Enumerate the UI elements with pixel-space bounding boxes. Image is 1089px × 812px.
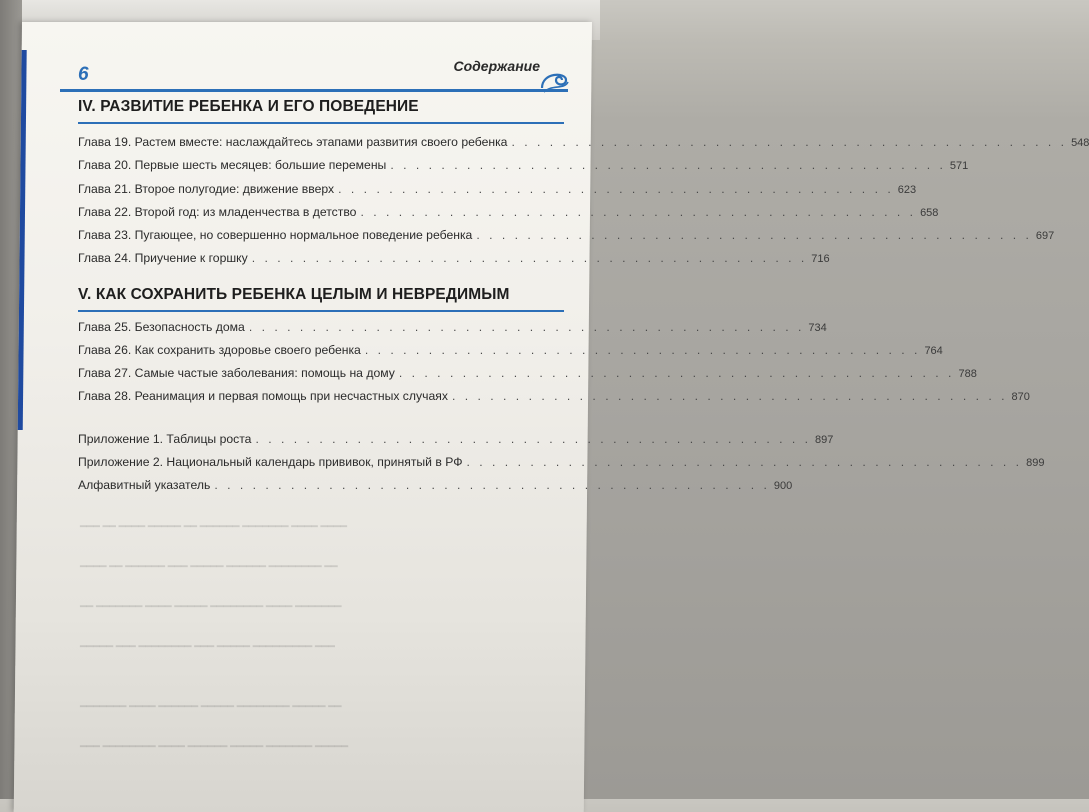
toc-entry-label: Приложение 1. Таблицы роста xyxy=(78,432,252,446)
toc-entry-label: Глава 21. Второе полугодие: движение вверх xyxy=(78,182,335,196)
toc-entry-label: Глава 25. Безопасность дома xyxy=(78,320,245,334)
toc-entry-label: Алфавитный указатель xyxy=(78,478,211,492)
dot-leader: . . . . . . . . . . . . . . . . . . . . . . . . . . . . . . . . . . . . . . . . . . . . xyxy=(466,455,1023,469)
toc-entry[interactable] xyxy=(78,228,1055,250)
dot-leader: . . . . . . . . . . . . . . . . . . . . . . . . . . . . . . . . . . . . . . . . . . . . xyxy=(255,432,812,446)
toc-entry-page: 658 xyxy=(920,207,939,219)
bleed-through: ━━━━━━━ ━━━━ ━━━━━━ ━━━━━ ━━━━━━━━ ━━━━━ ━━ xyxy=(80,701,342,713)
toc-entry-label: Глава 20. Первые шесть месяцев: большие перемены xyxy=(78,158,387,172)
bleed-through: ━━━ ━━ ━━━━ ━━━━━ ━━ ━━━━━━ ━━━━━━━ ━━━━ ━━━━ xyxy=(80,521,348,533)
toc-entry-page: 734 xyxy=(808,322,827,334)
bleed-through: ━━━ ━━━━━━━━ ━━━━ ━━━━━━ ━━━━━ ━━━━━━━ ━━━━━ xyxy=(80,741,349,753)
dot-leader: . . . . . . . . . . . . . . . . . . . . . . . . . . . . . . . . . . . . . . . . . . . . xyxy=(451,389,1008,403)
running-title: Содержание xyxy=(453,58,540,74)
toc-entry-label: Приложение 2. Национальный календарь прививок, принятый в РФ xyxy=(78,455,463,469)
toc-entry-page: 548 xyxy=(1071,137,1089,149)
toc-entry[interactable] xyxy=(78,455,1045,477)
dot-leader: . . . . . . . . . . . . . . . . . . . . . . . . . . . . . . . . . . . . . . . . . . . . xyxy=(360,205,917,219)
dot-leader: . . . . . . . . . . . . . . . . . . . . . . . . . . . . . . . . . . . . . . . . . . . . xyxy=(251,251,808,265)
toc-entry[interactable] xyxy=(78,366,977,388)
toc-entry-label: Глава 19. Растем вместе: наслаждайтесь этапами развития своего ребенка xyxy=(78,135,508,149)
toc-entry-label: Глава 22. Второй год: из младенчества в детство xyxy=(78,205,357,219)
section-title: V. КАК СОХРАНИТЬ РЕБЕНКА ЦЕЛЫМ И НЕВРЕДИМЫМ xyxy=(78,286,510,303)
page-number: 6 xyxy=(78,64,89,85)
toc-entry-page: 716 xyxy=(811,253,830,265)
toc-entry-label: Глава 26. Как сохранить здоровье своего ребенка xyxy=(78,343,361,357)
toc-entry-label: Глава 28. Реанимация и первая помощь при несчастных случаях xyxy=(78,389,448,403)
toc-entry[interactable] xyxy=(78,320,827,342)
dot-leader: . . . . . . . . . . . . . . . . . . . . . . . . . . . . . . . . . . . . . . . . . . . . xyxy=(476,228,1032,242)
dot-leader: . . . . . . . . . . . . . . . . . . . . . . . . . . . . . . . . . . . . . . . . . . . . xyxy=(511,135,1068,149)
toc-entry[interactable] xyxy=(78,135,1089,157)
section-title: IV. РАЗВИТИЕ РЕБЕНКА И ЕГО ПОВЕДЕНИЕ xyxy=(78,98,419,115)
toc-entry[interactable] xyxy=(78,251,830,273)
toc-entry[interactable] xyxy=(78,205,939,227)
dot-leader: . . . . . . . . . . . . . . . . . . . . . . . . . . . . . . . . . . . . . . . . . . . . xyxy=(338,182,894,196)
toc-entry-page: 571 xyxy=(949,160,969,172)
toc-entry-label: Глава 24. Приучение к горшку xyxy=(78,251,248,265)
section-rule xyxy=(78,122,564,124)
toc-entry-page: 899 xyxy=(1026,457,1045,469)
header-rule xyxy=(60,89,568,92)
toc-entry[interactable] xyxy=(78,182,917,204)
section-rule xyxy=(78,310,564,312)
toc-entry-page: 788 xyxy=(958,368,977,380)
toc-entry-page: 764 xyxy=(924,345,943,357)
toc-entry-label: Глава 27. Самые частые заболевания: помощь на дому xyxy=(78,366,395,380)
toc-entry[interactable] xyxy=(78,478,793,500)
section-heading xyxy=(78,98,564,124)
bleed-through: ━━━━━ ━━━ ━━━━━━━━ ━━━ ━━━━━ ━━━━━━━━━ ━━━ xyxy=(80,641,335,653)
toc-entry-label: Глава 23. Пугающее, но совершенно нормальное поведение ребенка xyxy=(78,228,473,242)
toc-entry-page: 623 xyxy=(897,184,917,196)
dot-leader: . . . . . . . . . . . . . . . . . . . . . . . . . . . . . . . . . . . . . . . . . . . . xyxy=(214,478,770,492)
bleed-through: ━━━━ ━━ ━━━━━━ ━━━ ━━━━━ ━━━━━━ ━━━━━━━━ ━━ xyxy=(80,561,338,573)
section-heading xyxy=(78,286,564,312)
dot-leader: . . . . . . . . . . . . . . . . . . . . . . . . . . . . . . . . . . . . . . . . . . . . xyxy=(248,320,805,334)
toc-entry-page: 697 xyxy=(1035,230,1055,242)
page-header xyxy=(60,58,580,94)
toc-entry-page: 870 xyxy=(1011,391,1030,403)
toc-entry[interactable] xyxy=(78,343,943,365)
toc-entry-page: 900 xyxy=(773,480,793,492)
dot-leader: . . . . . . . . . . . . . . . . . . . . . . . . . . . . . . . . . . . . . . . . . . . . xyxy=(390,158,946,172)
dot-leader: . . . . . . . . . . . . . . . . . . . . . . . . . . . . . . . . . . . . . . . . . . . . xyxy=(364,343,921,357)
bleed-through: ━━ ━━━━━━━ ━━━━ ━━━━━ ━━━━━━━━ ━━━━ ━━━━━━━ xyxy=(80,601,342,613)
toc-entry[interactable] xyxy=(78,158,969,180)
toc-entry[interactable] xyxy=(78,432,834,454)
dot-leader: . . . . . . . . . . . . . . . . . . . . . . . . . . . . . . . . . . . . . . . . . . . . xyxy=(398,366,955,380)
toc-entry[interactable] xyxy=(78,389,1030,411)
toc-entry-page: 897 xyxy=(815,434,834,446)
